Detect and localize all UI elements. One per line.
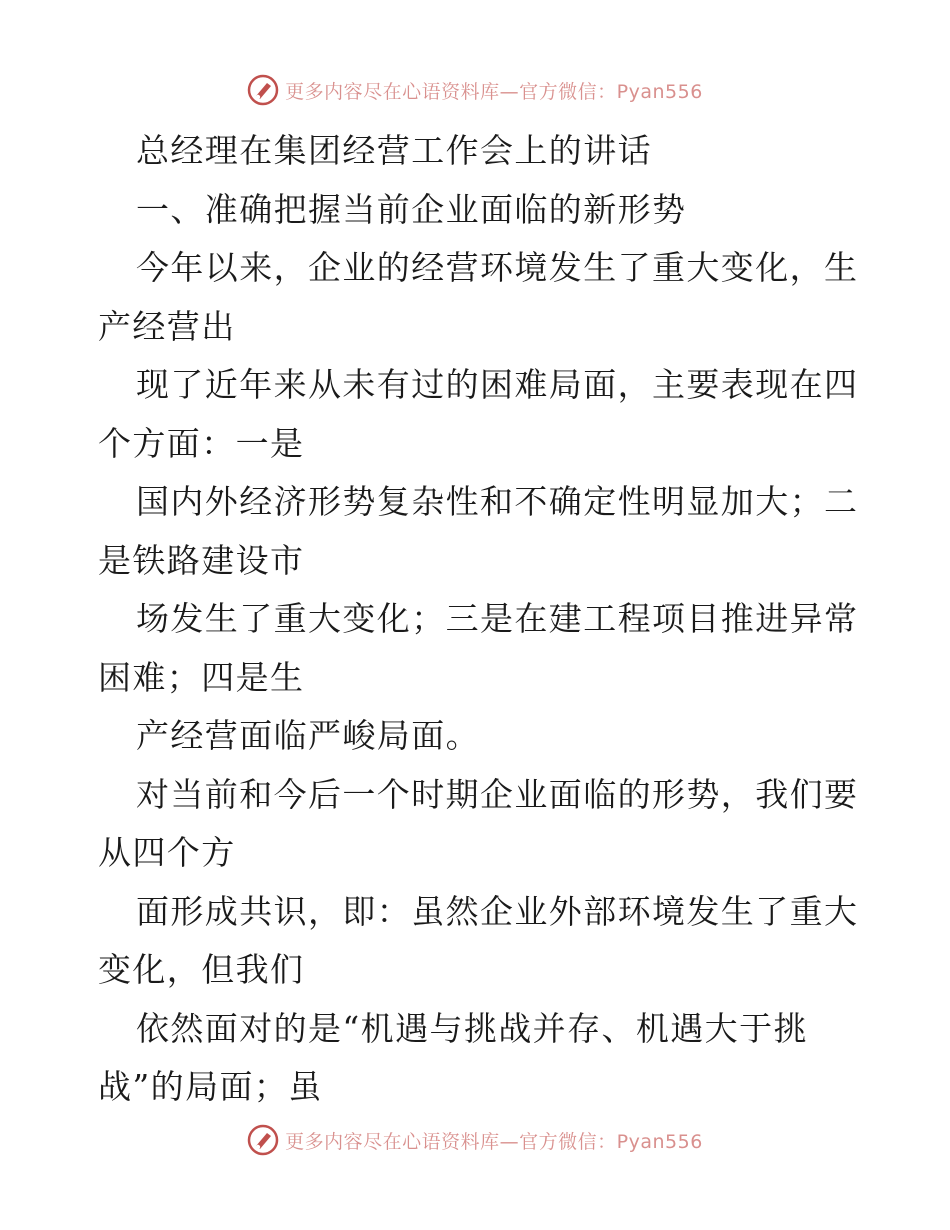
text-line: 变化，但我们 — [98, 950, 305, 989]
header-watermark — [0, 70, 950, 110]
seal-logo-icon — [247, 1124, 279, 1156]
text-line: 总经理在集团经营工作会上的讲话 — [136, 131, 652, 170]
text-line: 困难；四是生 — [98, 657, 305, 697]
text-line: 个方面：一是 — [98, 423, 305, 463]
seal-logo-icon — [247, 74, 279, 106]
text-line: 对当前和今后一个时期企业面临的形势，我们要 — [136, 774, 859, 814]
text-line: 一、准确把握当前企业面临的新形势 — [136, 189, 687, 229]
text-line: 产经营面临严峻局面。 — [136, 716, 480, 755]
text-line: 从四个方 — [98, 833, 236, 872]
text-line: 依然面对的是“机遇与挑战并存、机遇大于挑 — [136, 1008, 808, 1048]
text-line: 战”的局面；虽 — [98, 1067, 323, 1106]
watermark-text: 更多内容尽在心语资料库—官方微信：Pyan556 — [285, 1130, 703, 1153]
text-line: 是铁路建设市 — [98, 540, 305, 580]
footer-watermark — [0, 1120, 950, 1160]
text-line: 国内外经济形势复杂性和不确定性明显加大；二 — [136, 482, 859, 521]
text-line: 现了近年来从未有过的困难局面，主要表现在四 — [136, 365, 859, 404]
watermark-text: 更多内容尽在心语资料库—官方微信：Pyan556 — [285, 80, 703, 103]
text-line: 面形成共识，即：虽然企业外部环境发生了重大 — [136, 891, 859, 931]
text-line: 今年以来，企业的经营环境发生了重大变化，生 — [136, 248, 859, 287]
document-body — [98, 122, 858, 1117]
text-line: 场发生了重大变化；三是在建工程项目推进异常 — [136, 599, 859, 638]
text-line: 产经营出 — [98, 306, 236, 346]
